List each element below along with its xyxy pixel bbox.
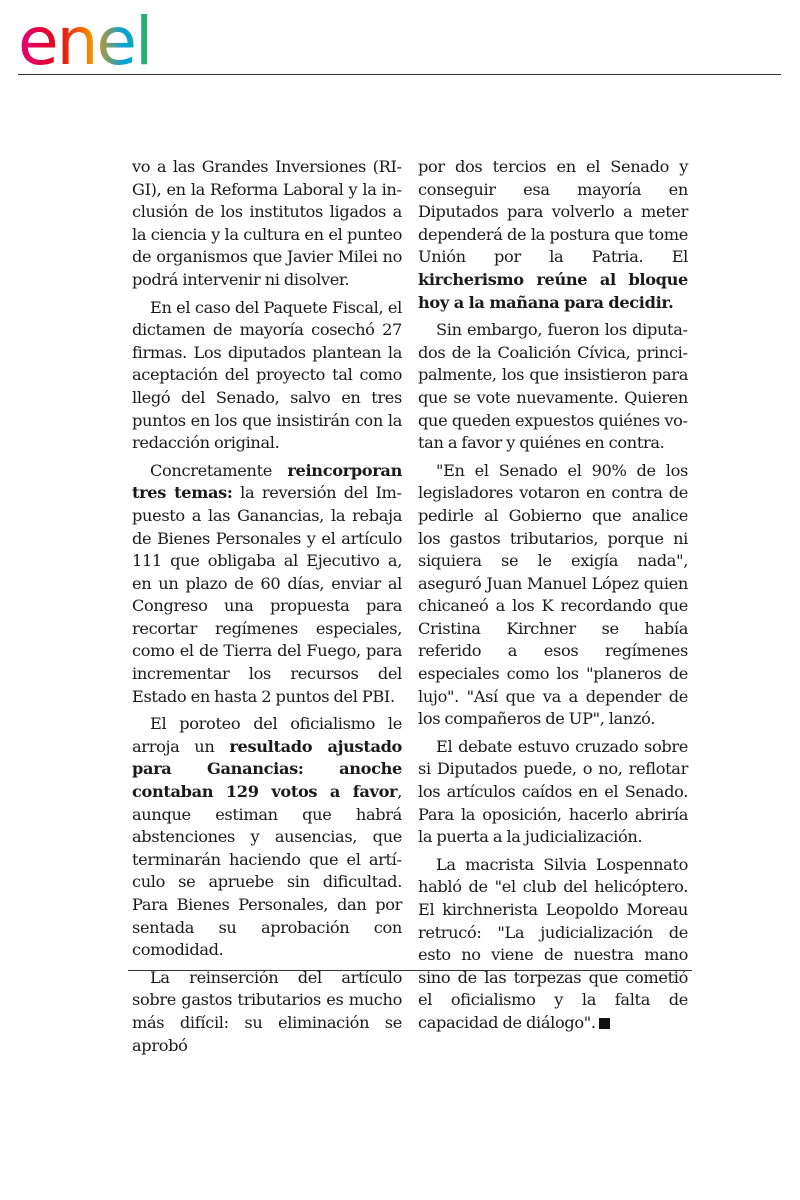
paragraph: "En el Senado el 90% de los legisladores votaron en contra de pedirle al Gobierno que analice los gastos tributarios, porque ni siquiera se le exigía nada", aseguró Juan Manuel López quien chicaneó a los K recordando que Cristina Kirchner se había referido a esos regímenes especiales como los "planeros de lujo". "Así que va a depender de los compañeros de UP", lanzó. (418, 460, 688, 729)
paragraph-text: Concretamente (150, 460, 288, 480)
paragraph-text: La macrista Silvia Lospennato habló de "el club del helicóptero. El kirchnerista Leopoldo Moreau retrucó: "La judicialización de esto no viene de nuestra mano sino de las torpezas que cometió el oficialismo y la falta de capacidad de diálogo". (418, 854, 688, 1032)
paragraph: vo a las Grandes Inversiones (RIGI), en la Reforma Laboral y la inclusión de los institutos ligados a la ciencia y la cultura en el punteo de organismos que Javier Milei no podrá intervenir ni disolver. (132, 157, 402, 289)
bold-highlight: reincorporan tres temas: (132, 460, 402, 503)
paragraph: La reinserción del artículo sobre gastos tributarios es mucho más difícil: su eliminación se aprobó (132, 967, 402, 1055)
right-column (418, 156, 688, 1040)
paragraph-text: la reversión del Impuesto a las Ganancias, la rebaja de Bienes Personales y el artículo 111 que obligaba al Ejecutivo a, en un plazo de 60 días, enviar al Congreso una propuesta para recortar regímenes especiales, como el de Tierra del Fuego, para incrementar los recursos del Estado en hasta 2 puntos del PBI. (132, 483, 402, 706)
left-column (132, 156, 402, 1062)
bold-highlight: kircherismo reúne al bloque hoy a la mañana para decidir. (418, 269, 688, 312)
bold-highlight: resultado ajustado para Ganancias: anoche contaban 129 votos a favor (132, 736, 403, 802)
paragraph: En el caso del Paquete Fiscal, el dictamen de mayoría cosechó 27 firmas. Los diputados plantean la aceptación del proyecto tal como llegó del Senado, salvo en tres puntos en los que insistirán con la redacción original. (132, 297, 402, 453)
paragraph (418, 156, 688, 314)
paragraph: El debate estuvo cruzado sobre si Diputados puede, o no, reflotar los artículos caídos en el Senado. Para la oposición, hacerlo abriría la puerta a la judicialización. (418, 736, 688, 847)
enel-logo (18, 4, 198, 72)
paragraph-text: , aunque estiman que habrá abstenciones y ausencias, que terminarán haciendo que el artículo se apruebe sin dificultad. Para Bienes Personales, dan por sentada su aprobación con comodidad. (132, 782, 402, 960)
paragraph (132, 713, 402, 962)
enel-logo-icon (18, 4, 198, 72)
header-divider (18, 74, 781, 75)
paragraph (132, 460, 402, 709)
article-body (130, 156, 690, 1055)
paragraph (418, 854, 688, 1035)
footer-divider (128, 970, 692, 971)
end-of-article-mark (599, 1018, 610, 1029)
paragraph-text: por dos tercios en el Senado y conseguir esa mayoría en Diputados para volverlo a meter dependerá de la postura que tome Unión por la Patria. El (418, 157, 688, 267)
page-header (0, 0, 800, 80)
svg-text:enel: enel (18, 4, 152, 72)
paragraph: Sin embargo, fueron los diputados de la Coalición Cívica, principalmente, los que insistieron para que se vote nuevamente. Quieren que queden expuestos quiénes votan a favor y quiénes en contra. (418, 320, 688, 453)
paragraph-text: El poroteo del oficialismo le arroja un (132, 714, 402, 756)
